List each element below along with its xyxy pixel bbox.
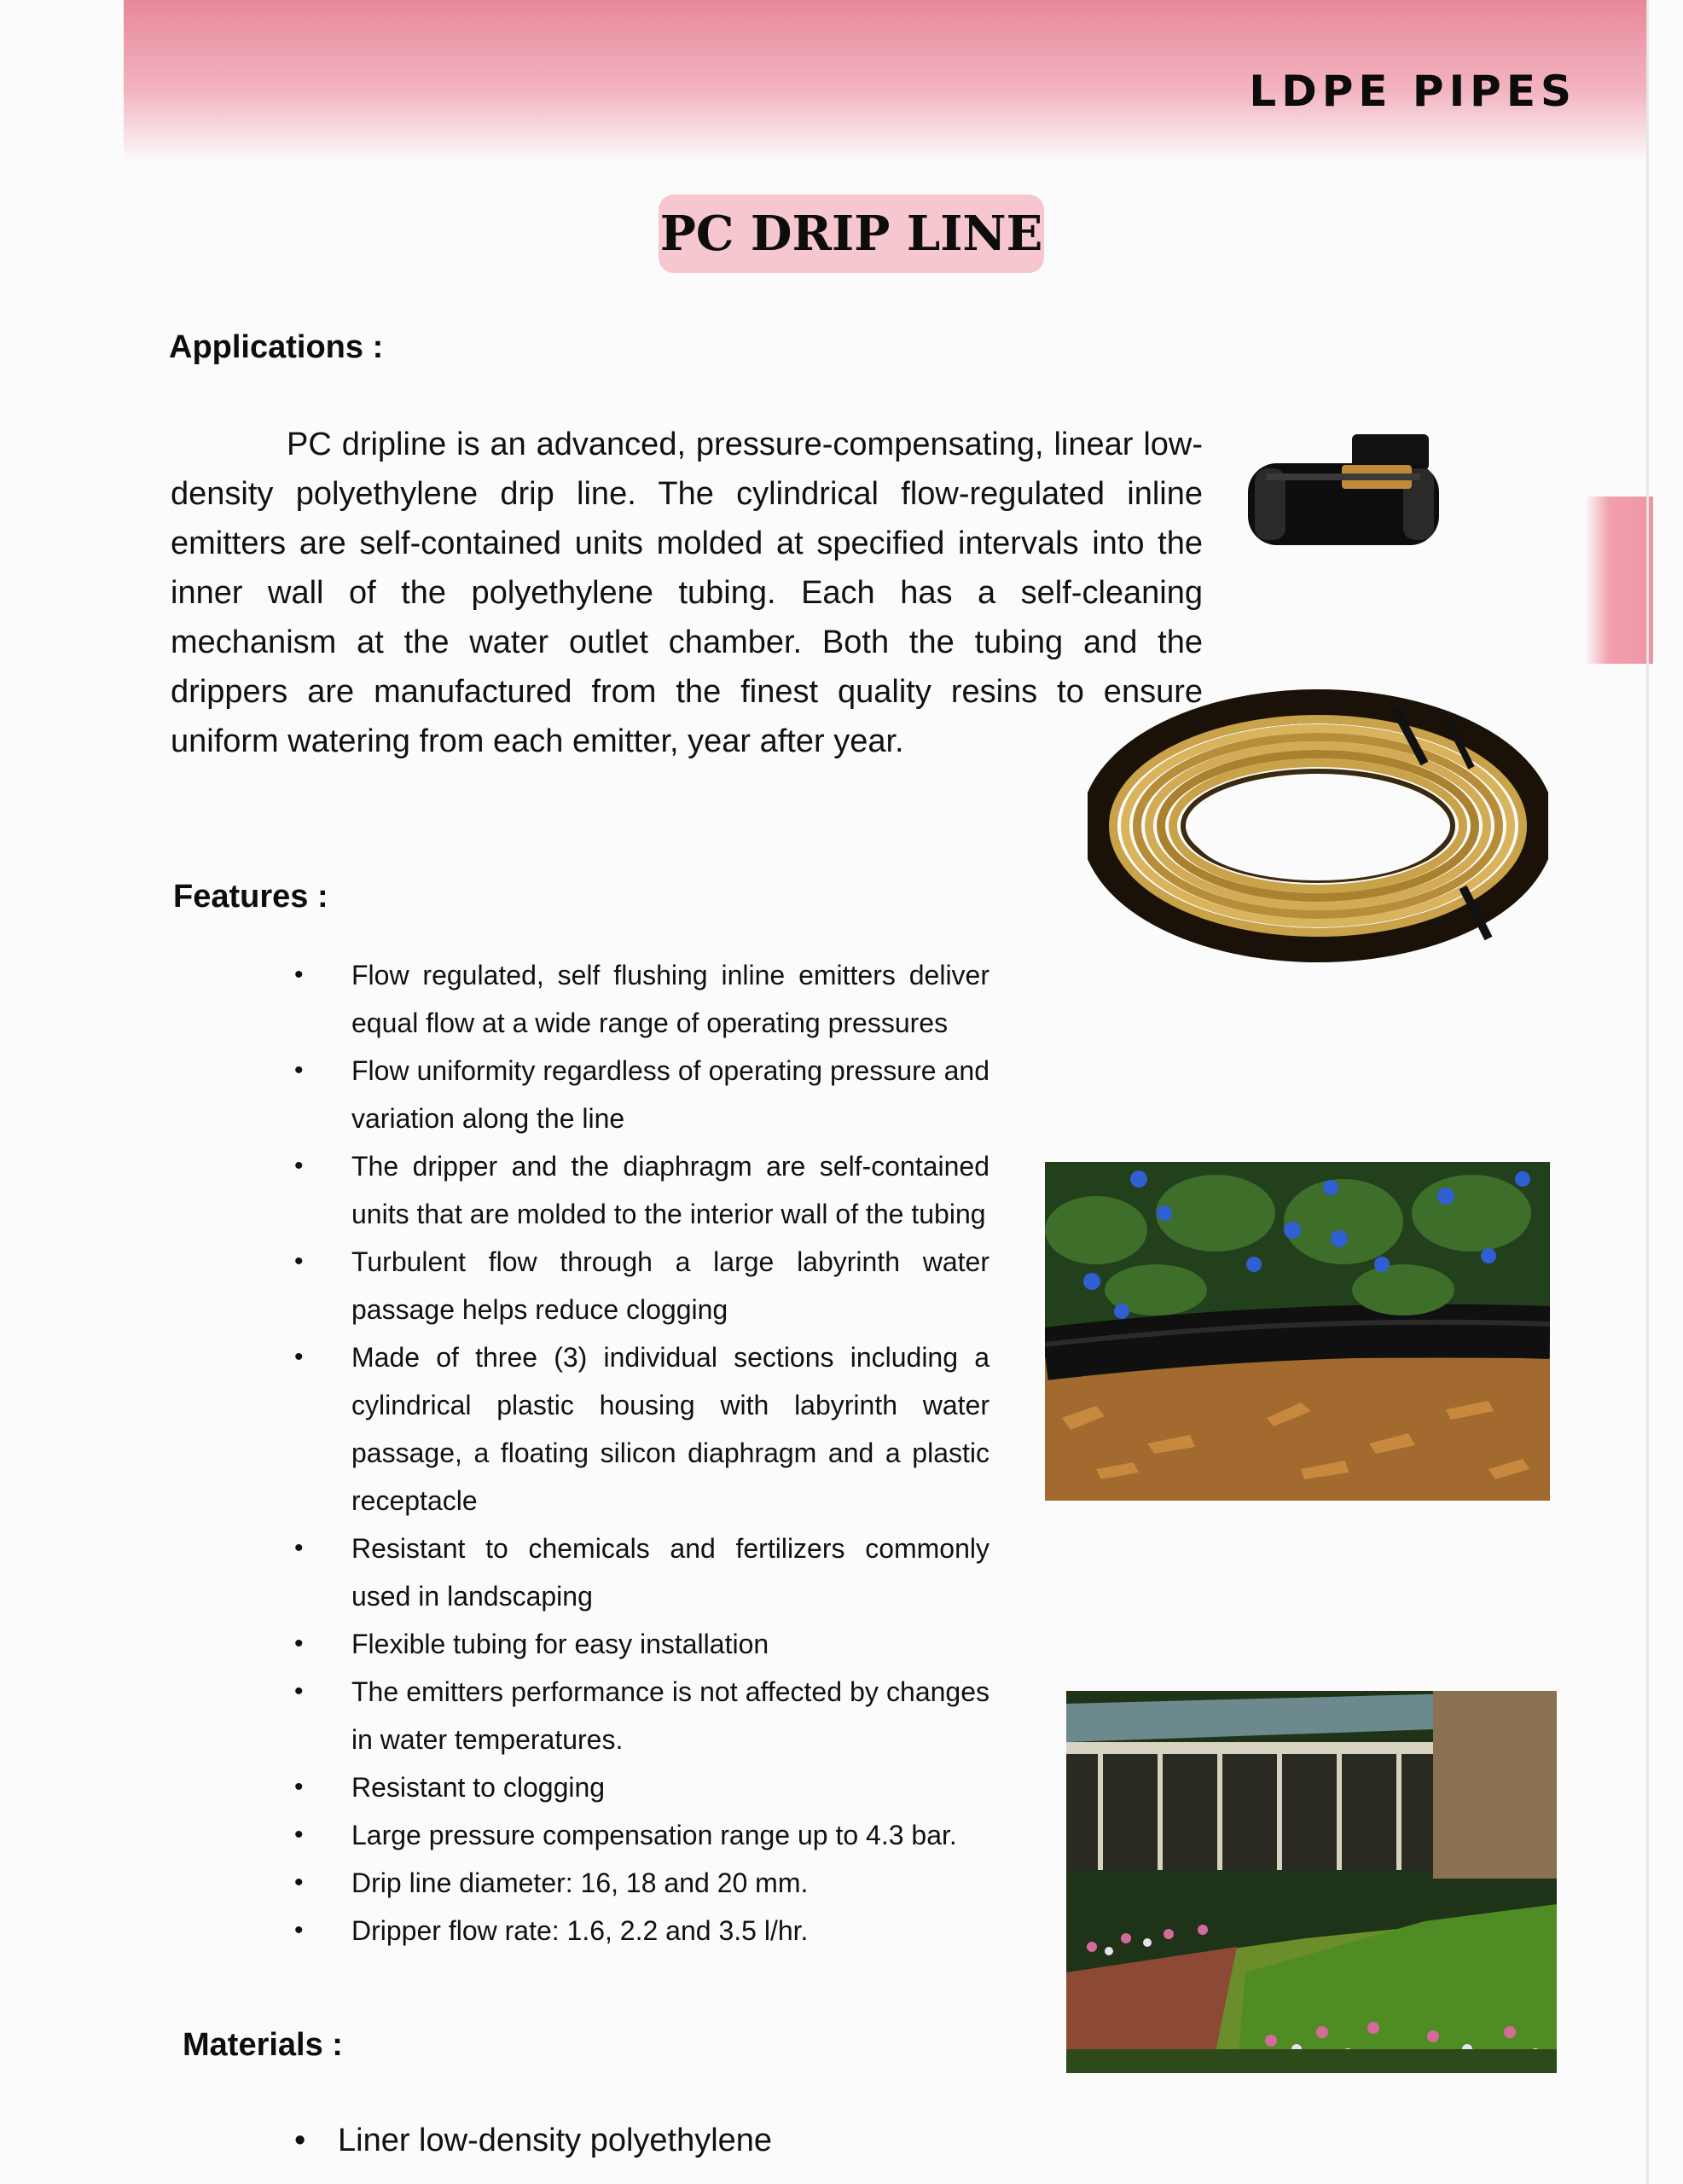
feature-item: • Drip line diameter: 16, 18 and 20 mm. bbox=[290, 1859, 989, 1907]
header-title: LDPE PIPES bbox=[1249, 67, 1576, 116]
garden-photo bbox=[1066, 1691, 1557, 2073]
feature-item: • Flow regulated, self flushing inline emitters deliver equal flow at a wide range of operating pressures bbox=[290, 951, 989, 1047]
materials-list bbox=[290, 2117, 772, 2164]
features-list bbox=[290, 951, 989, 1955]
drip-line-coil-photo bbox=[1088, 682, 1548, 968]
applications-heading: Applications : bbox=[169, 329, 384, 365]
feature-item: • Flexible tubing for easy installation bbox=[290, 1620, 989, 1668]
emitter-photo bbox=[1241, 431, 1446, 559]
flowerbed-photo bbox=[1045, 1162, 1550, 1501]
feature-item: • Resistant to chemicals and fertilizers commonly used in landscaping bbox=[290, 1525, 989, 1620]
feature-item: • Flow uniformity regardless of operating pressure and variation along the line bbox=[290, 1047, 989, 1142]
applications-text: PC dripline is an advanced, pressure-compensating, linear low-density polyethylene drip line. The cylindrical flow-regulated inline emitters are self-contained units molded at specified intervals into the inner wall of the polyethylene tubing. Each has a self-cleaning mechanism at the water outlet chamber. Both the tubing and the drippers are manufactured from the finest quality resins to ensure uniform watering from each emitter, year after year. bbox=[171, 427, 1203, 759]
feature-item: • Resistant to clogging bbox=[290, 1763, 989, 1811]
feature-item: • The emitters performance is not affected by changes in water temperatures. bbox=[290, 1668, 989, 1763]
feature-item: • Turbulent flow through a large labyrinth water passage helps reduce clogging bbox=[290, 1238, 989, 1333]
feature-item: • Dripper flow rate: 1.6, 2.2 and 3.5 l/hr. bbox=[290, 1907, 989, 1955]
feature-item: • Large pressure compensation range up to 4.3 bar. bbox=[290, 1811, 989, 1859]
material-item: • Liner low-density polyethylene bbox=[290, 2117, 772, 2164]
feature-item: • Made of three (3) individual sections including a cylindrical plastic housing with labyrinth water passage, a floating silicon diaphragm and a plastic receptacle bbox=[290, 1333, 989, 1525]
page-edge bbox=[1646, 0, 1649, 2184]
materials-heading: Materials : bbox=[183, 2027, 343, 2063]
applications-paragraph bbox=[171, 420, 1203, 766]
title-pill bbox=[659, 195, 1044, 273]
page-title: PC DRIP LINE bbox=[659, 206, 1043, 262]
side-tab-marker bbox=[1585, 497, 1653, 664]
feature-item: • The dripper and the diaphragm are self-contained units that are molded to the interior wall of the tubing bbox=[290, 1142, 989, 1238]
features-heading: Features : bbox=[173, 879, 328, 915]
